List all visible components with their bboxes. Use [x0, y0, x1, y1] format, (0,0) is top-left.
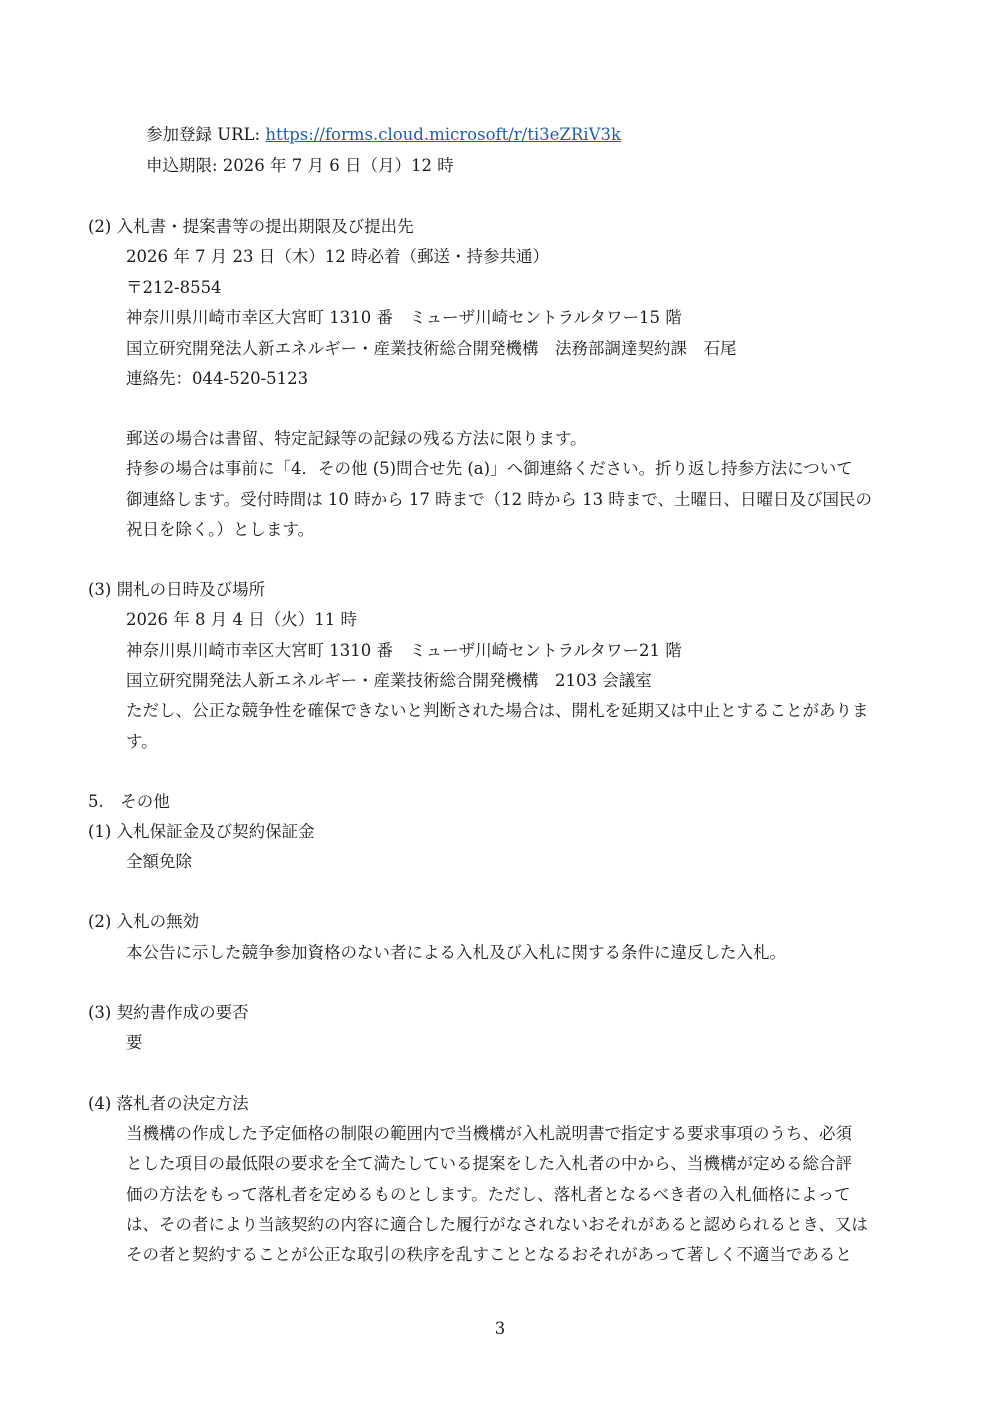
- section-5-item-heading: (1) 入札保証金及び契約保証金: [88, 822, 315, 841]
- section-2-note: 祝日を除く。）とします。: [126, 520, 315, 539]
- section-5-item-heading: (3) 契約書作成の要否: [88, 1003, 249, 1022]
- section-2-note: 御連絡します。受付時間は 10 時から 17 時まで（12 時から 13 時まで、土曜日、日曜日及び国民の: [126, 490, 873, 509]
- section-5-item-line: 全額免除: [126, 852, 192, 871]
- registration-url-link[interactable]: https://forms.cloud.microsoft/r/ti3eZRiV3k: [265, 125, 621, 144]
- section-5-item-line: その者と契約することが公正な取引の秩序を乱すこととなるおそれがあって著しく不適当であると: [126, 1245, 852, 1264]
- registration-deadline: 申込期限: 2026 年 7 月 6 日（月）12 時: [146, 156, 454, 175]
- section-3-line: 国立研究開発法人新エネルギー・産業技術総合開発機構 2103 会議室: [126, 671, 652, 690]
- section-2-note: 郵送の場合は書留、特定記録等の記録の残る方法に限ります。: [126, 429, 587, 448]
- section-2-line: 〒212-8554: [126, 278, 222, 297]
- section-2-line: 連絡先：044-520-5123: [126, 369, 309, 388]
- section-3-line: ただし、公正な競争性を確保できないと判断された場合は、開札を延期又は中止とすることがありま: [126, 701, 869, 720]
- section-5-item-line: 価の方法をもって落札者を定めるものとします。ただし、落札者となるべき者の入札価格によって: [126, 1185, 851, 1204]
- section-5-item-line: 要: [126, 1033, 143, 1052]
- registration-url-label: 参加登録 URL:: [146, 125, 266, 144]
- section-2-line: 2026 年 7 月 23 日（木）12 時必着（郵送・持参共通）: [126, 247, 549, 266]
- section-5-item-line: 本公告に示した競争参加資格のない者による入札及び入札に関する条件に違反した入札。: [126, 943, 786, 962]
- registration-line: [146, 124, 621, 146]
- section-5-item-line: は、その者により当該契約の内容に適合した履行がなされないおそれがあると認められるとき、又は: [126, 1215, 868, 1234]
- section-2-line: 神奈川県川崎市幸区大宮町 1310 番 ミューザ川崎セントラルタワー15 階: [126, 308, 682, 327]
- section-5-item-line: 当機構の作成した予定価格の制限の範囲内で当機構が入札説明書で指定する要求事項のうち、必須: [126, 1124, 852, 1143]
- section-3-heading: (3) 開札の日時及び場所: [88, 580, 266, 599]
- section-3-line: 2026 年 8 月 4 日（火）11 時: [126, 610, 357, 629]
- page-number: 3: [494, 1319, 506, 1338]
- section-3-line: 神奈川県川崎市幸区大宮町 1310 番 ミューザ川崎セントラルタワー21 階: [126, 641, 682, 660]
- section-2-heading: (2) 入札書・提案書等の提出期限及び提出先: [88, 217, 414, 236]
- section-5-item-heading: (4) 落札者の決定方法: [88, 1094, 249, 1113]
- section-2-line: 国立研究開発法人新エネルギー・産業技術総合開発機構 法務部調達契約課 石尾: [126, 339, 737, 358]
- section-5-item-line: とした項目の最低限の要求を全て満たしている提案をした入札者の中から、当機構が定める総合評: [126, 1154, 852, 1173]
- section-3-line: す。: [126, 732, 158, 751]
- section-5-heading: 5. その他: [88, 792, 170, 811]
- section-2-note: 持参の場合は事前に「4．その他 (5)問合せ先 (a)」へ御連絡ください。折り返し持参方法について: [126, 459, 853, 478]
- section-5-item-heading: (2) 入札の無効: [88, 912, 200, 931]
